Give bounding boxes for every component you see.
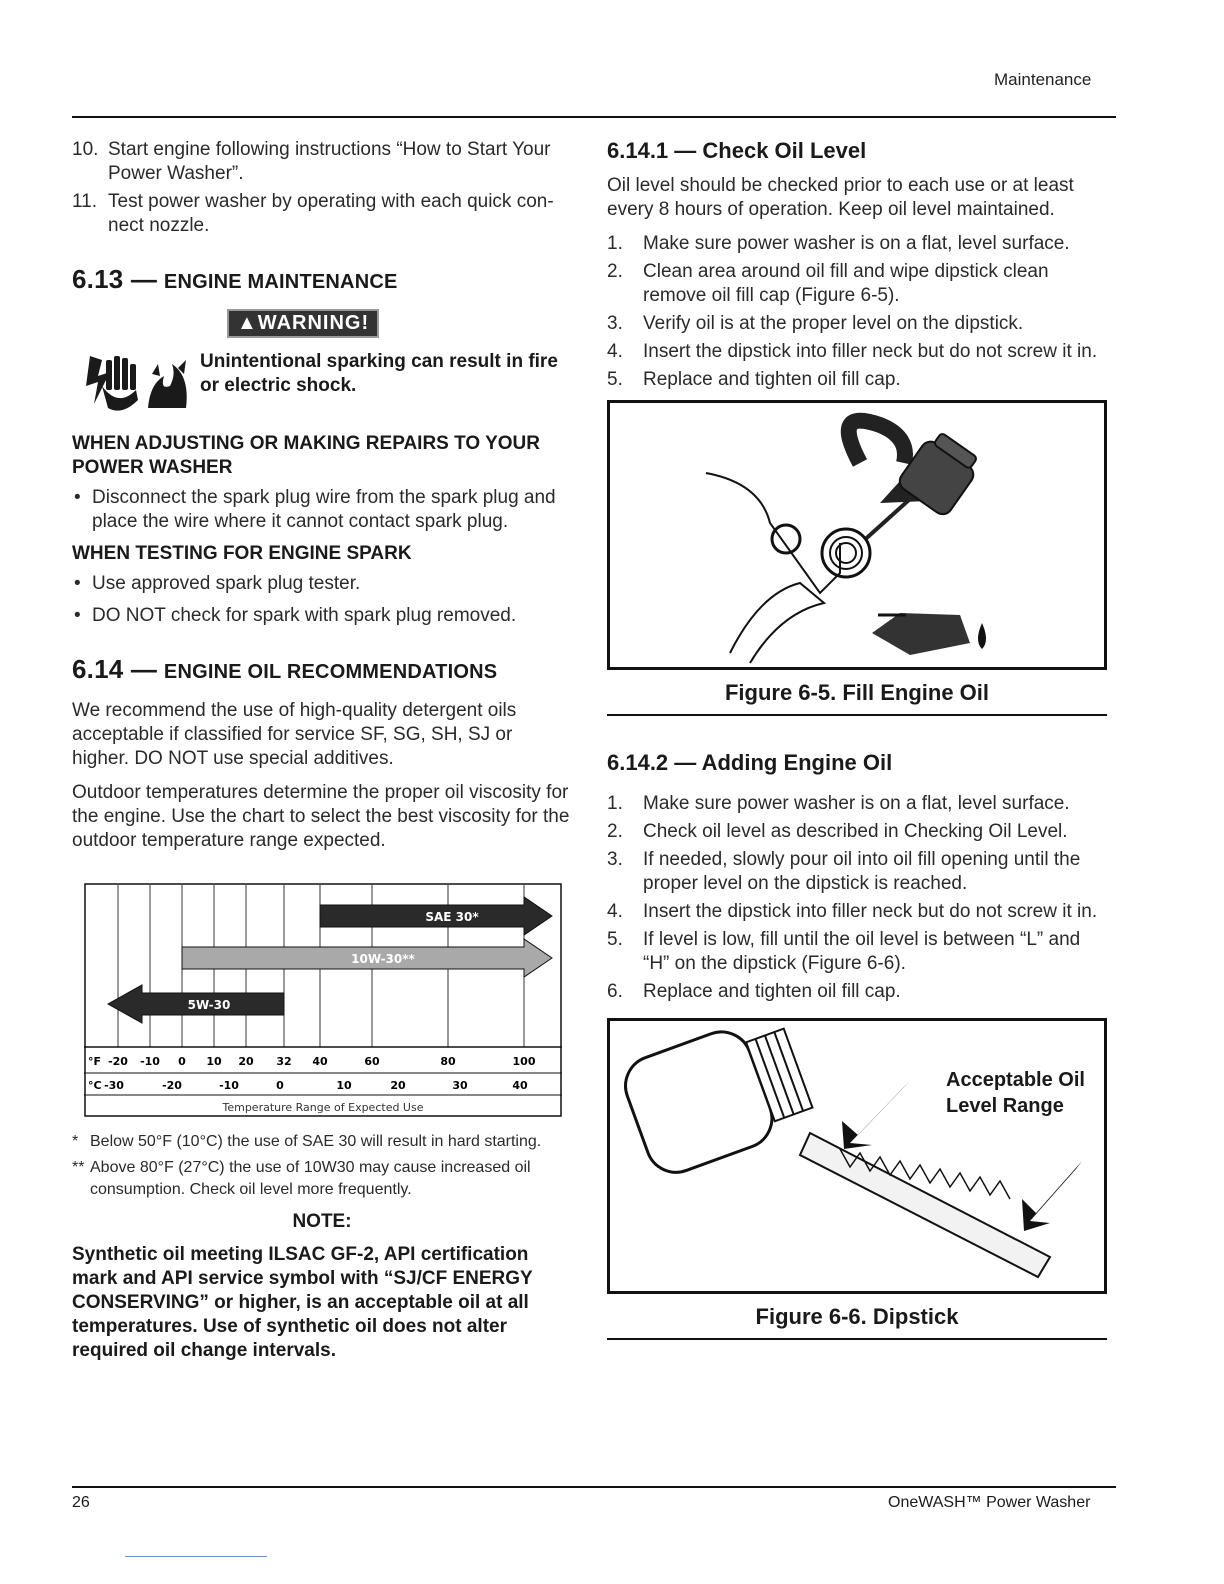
c-tick-label: -10 [219,1079,239,1092]
footnote: * Below 50°F (10°C) the use of SAE 30 will result in hard starting. [72,1133,542,1150]
warning-text: Unintentional sparking can result in fire or electric shock. [200,351,558,396]
page-number: 26 [72,1494,90,1511]
oil-recommendations-heading: 6.14 — ENGINE OIL RECOMMENDATIONS [72,654,498,684]
c-tick-label: 10 [336,1079,352,1092]
f-tick-label: 0 [178,1055,186,1068]
repair-bullets [72,486,572,534]
f-tick-label: -20 [108,1055,128,1068]
right-column [607,138,1107,1340]
f-tick-label: 40 [312,1055,328,1068]
testing-heading: WHEN TESTING FOR ENGINE SPARK [72,543,412,564]
check-oil-intro: Oil level should be checked prior to each use or at least every 8 hours of operation. Keep oil level maintained. [607,175,1074,220]
f-tick-label: 32 [276,1055,292,1068]
testing-bullets [72,572,572,628]
check-oil-heading: 6.14.1 — Check Oil Level [607,138,867,163]
adding-oil-steps [607,792,1107,1004]
figure-6-5-caption: Figure 6-5. Fill Engine Oil [607,670,1107,716]
list-item: 1. Make sure power washer is on a flat, level surface. [607,793,1070,814]
check-oil-steps [607,232,1107,392]
fill-oil-illustration [610,403,1104,667]
acceptable-range-label: Acceptable Oil Level Range [946,1069,1085,1117]
oil-viscosity-paragraph: Outdoor temperatures determine the proper oil viscosity for the engine. Use the chart to select the best viscosity for the outdoor temperature range expected. [72,782,570,851]
list-item: 4. Insert the dipstick into filler neck but do not screw it in. [607,341,1098,362]
list-item: 10. Start engine following instructions “How to Start Your Power Washer”. [72,139,551,184]
list-item: 4. Insert the dipstick into filler neck but do not screw it in. [607,901,1098,922]
header-rule [72,116,1116,118]
list-item: • Disconnect the spark plug wire from the spark plug and place the wire where it cannot contact spark plug. [72,486,572,534]
series-label: 5W-30 [187,998,231,1012]
engine-maintenance-heading: 6.13 — ENGINE MAINTENANCE [72,264,398,294]
repair-heading: WHEN ADJUSTING OR MAKING REPAIRS TO YOUR POWER WASHER [72,433,540,478]
series-label: SAE 30* [425,910,479,924]
warning-triangle-icon: ▲ [237,312,258,334]
list-item: 3. If needed, slowly pour oil into oil fill opening until the proper level on the dipstick is reached. [607,849,1081,894]
chart-title: Temperature Range of Expected Use [222,1101,424,1114]
list-item: 5. If level is low, fill until the oil level is between “L” and “H” on the dipstick (Figure 6-6). [607,929,1081,974]
figure-fill-engine-oil [607,400,1107,670]
list-item: 3. Verify oil is at the proper level on the dipstick. [607,313,1024,334]
oil-recommendation-paragraph: We recommend the use of high-quality detergent oils acceptable if classified for service SF, SG, SH, SJ or higher. DO NOT use special additives. [72,700,517,769]
shock-fire-icon [72,346,200,416]
list-item: • Use approved spark plug tester. [72,572,572,596]
dipstick-illustration [610,1021,1104,1291]
list-item: • DO NOT check for spark with spark plug removed. [72,604,572,628]
warning-block [72,346,572,416]
product-name: OneWASH™ Power Washer [888,1494,1091,1511]
restart-steps [72,138,572,238]
list-item: 11. Test power washer by operating with each quick connect nozzle. [72,191,554,236]
left-column [72,138,572,1363]
warning-label: ▲WARNING! [227,309,379,338]
c-tick-label: -20 [162,1079,182,1092]
f-tick-label: 20 [238,1055,254,1068]
c-tick-label: 20 [390,1079,406,1092]
list-item: 1. Make sure power washer is on a flat, level surface. [607,233,1070,254]
f-tick-label: 60 [364,1055,380,1068]
figure-6-6-caption: Figure 6-6. Dipstick [607,1294,1107,1340]
note-body: Synthetic oil meeting ILSAC GF-2, API certification mark and API service symbol with “SJ/CF ENERGY CONSERVING” or higher, is an acceptable oil at all temperatures. Use of synthetic oil does not alter required oil change intervals. [72,1244,533,1361]
adding-oil-heading: 6.14.2 — Adding Engine Oil [607,750,893,775]
c-tick-label: 40 [512,1079,528,1092]
c-unit-label: °C [88,1079,102,1092]
list-item: 2. Clean area around oil fill and wipe dipstick clean remove oil fill cap (Figure 6-5). [607,261,1049,306]
footer-rule [72,1486,1116,1488]
c-tick-label: 30 [452,1079,468,1092]
f-tick-label: 100 [512,1055,536,1068]
figure-dipstick [607,1018,1107,1294]
footer-link-underline [125,1556,267,1557]
viscosity-chart [84,883,562,1117]
viscosity-chart-svg [84,883,562,1117]
f-tick-label: -10 [140,1055,160,1068]
list-item: 2. Check oil level as described in Checking Oil Level. [607,821,1068,842]
note-title: NOTE: [292,1211,352,1232]
section-header: Maintenance [994,70,1092,89]
list-item: 6. Replace and tighten oil fill cap. [607,981,901,1002]
list-item: 5. Replace and tighten oil fill cap. [607,369,901,390]
series-label: 10W-30** [351,952,415,966]
f-tick-label: 80 [440,1055,456,1068]
f-unit-label: °F [88,1055,102,1068]
c-tick-label: -30 [104,1079,124,1092]
footnote: ** Above 80°F (27°C) the use of 10W30 may cause increased oil consumption. Check oil level more frequently. [72,1159,531,1198]
f-tick-label: 10 [206,1055,222,1068]
c-tick-label: 0 [276,1079,284,1092]
